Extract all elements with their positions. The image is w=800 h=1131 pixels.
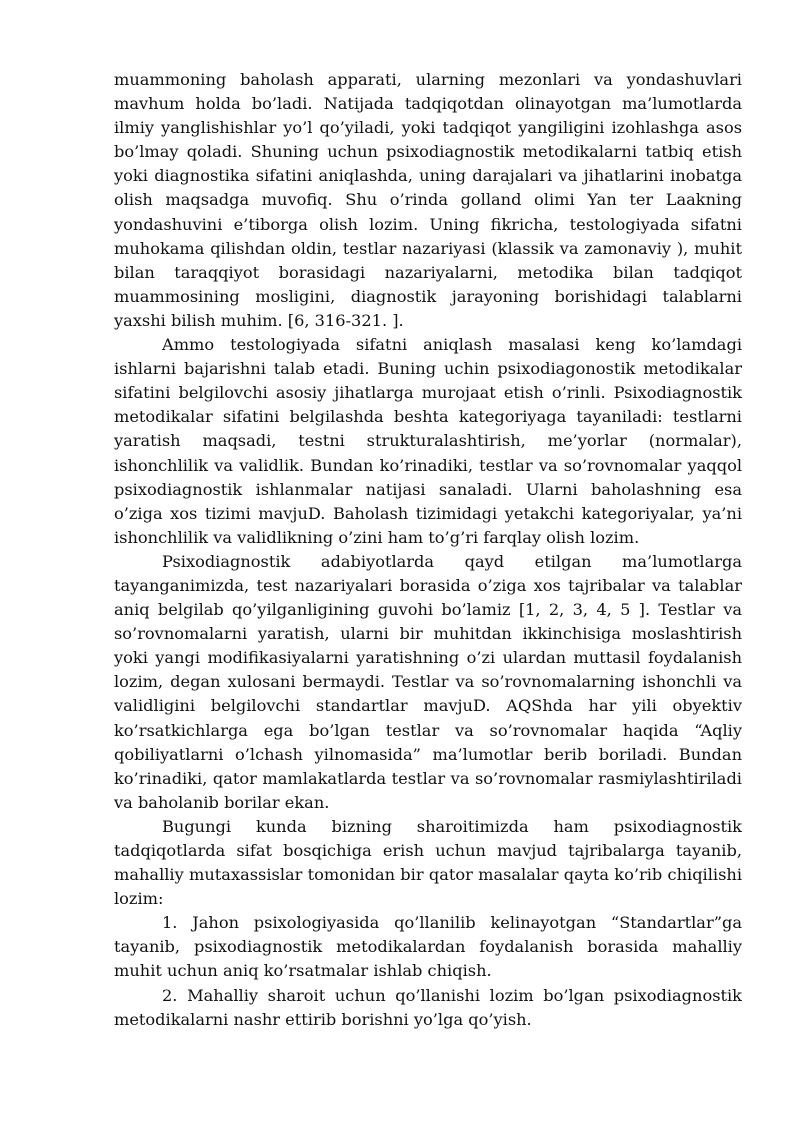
paragraph-continuation: muammoning baholash apparati, ularning mezonlari va yondashuvlari mavhum holda bo’ladi. Natijada tadqiqotdan olinayotgan ma’lumotlarda ilmiy yanglishishlar yo’l qo’yiladi, yoki tadqiqot yangiligini izohlashga asos bo’lmay qoladi. Shuning uchun psixodiagnostik metodikalarni tatbiq etish yoki diagnostika sifatini aniqlashda, uning darajalari va jihatlarini inobatga olish maqsadga muvofiq. Shu o’rinda golland olimi Yan ter Laakning yondashuvini e’tiborga olish lozim. Uning fikricha, testologiyada sifatni muhokama qilishdan oldin, testlar nazariyasi (klassik va zamonaviy ), muhit bilan taraqqiyot borasidagi nazariyalarni, metodika bilan tadqiqot muammosining mosligini, diagnostik jarayoning borishidagi talablarni yaxshi bilish muhim. [6, 316-321. ]. <box>114 70 742 330</box>
list-item-1: 1. Jahon psixologiyasida qo’llanilib kelinayotgan “Standartlar”ga tayanib, psixodiagnostik metodikalardan foydalanish borasida mahalliy muhit uchun aniq ko’rsatmalar ishlab chiqish. <box>114 913 742 981</box>
paragraph-test-theories: Psixodiagnostik adabiyotlarda qayd etilgan ma’lumotlarga tayanganimizda, test nazariyalari borasida o’ziga xos tajribalar va talablar aniq belgilab qo’yilganligining guvohi bo’lamiz [1, 2, 3, 4, 5 ]. Testlar va so’rovnomalarni yaratish, ularni bir muhitdan ikkinchisiga moslashtirish yoki yangi modifikasiyalarni yaratishning o’zi ulardan muttasil foydalanish lozim, degan xulosani bermaydi. Testlar va so’rovnomalarning ishonchli va validligini belgilovchi standartlar mavjuD. AQShda har yili obyektiv ko’rsatkichlarga ega bo’lgan testlar va so’rovnomalar haqida “Aqliy qobiliyatlarni o’lchash yilnomasida” ma’lumotlar berib boriladi. Bundan ko’rinadiki, qator mamlakatlarda testlar va so’rovnomalar rasmiylashtiriladi va baholanib borilar ekan. <box>114 551 742 812</box>
paragraph-local-conditions: Bugungi kunda bizning sharoitimizda ham psixodiagnostik tadqiqotlarda sifat bosqichiga erish uchun mavjud tajribalarga tayanib, mahalliy mutaxassislar tomonidan bir qator masalalar qayta ko’rib chiqilishi lozim: <box>114 816 742 909</box>
paragraph-quality-categories: Ammo testologiyada sifatni aniqlash masalasi keng ko’lamdagi ishlarni bajarishni talab etadi. Buning uchin psixodiagonostik metodikalar sifatini belgilovchi asosiy jihatlarga murojaat etish o’rinli. Psixodiagnostik metodikalar sifatini belgilashda beshta kategoriyaga tayaniladi: testlarni yaratish maqsadi, testni strukturalashtirish, me’yorlar (normalar), ishonchlilik va validlik. Bundan ko’rinadiki, testlar va so’rovnomalar yaqqol psixodiagnostik ishlanmalar natijasi sanaladi. Ularni baholashning esa o’ziga xos tizimi mavjuD. Baholash tizimidagi yetakchi kategoriyalar, ya’ni ishonchlilik va validlikning o’zini ham to’g’ri farqlay olish lozim. <box>114 335 742 547</box>
document-page <box>114 68 742 1032</box>
list-item-2: 2. Mahalliy sharoit uchun qo’llanishi lozim bo’lgan psixodiagnostik metodikalarni nashr ettirib borishni yo’lga qo’yish. <box>114 985 742 1029</box>
